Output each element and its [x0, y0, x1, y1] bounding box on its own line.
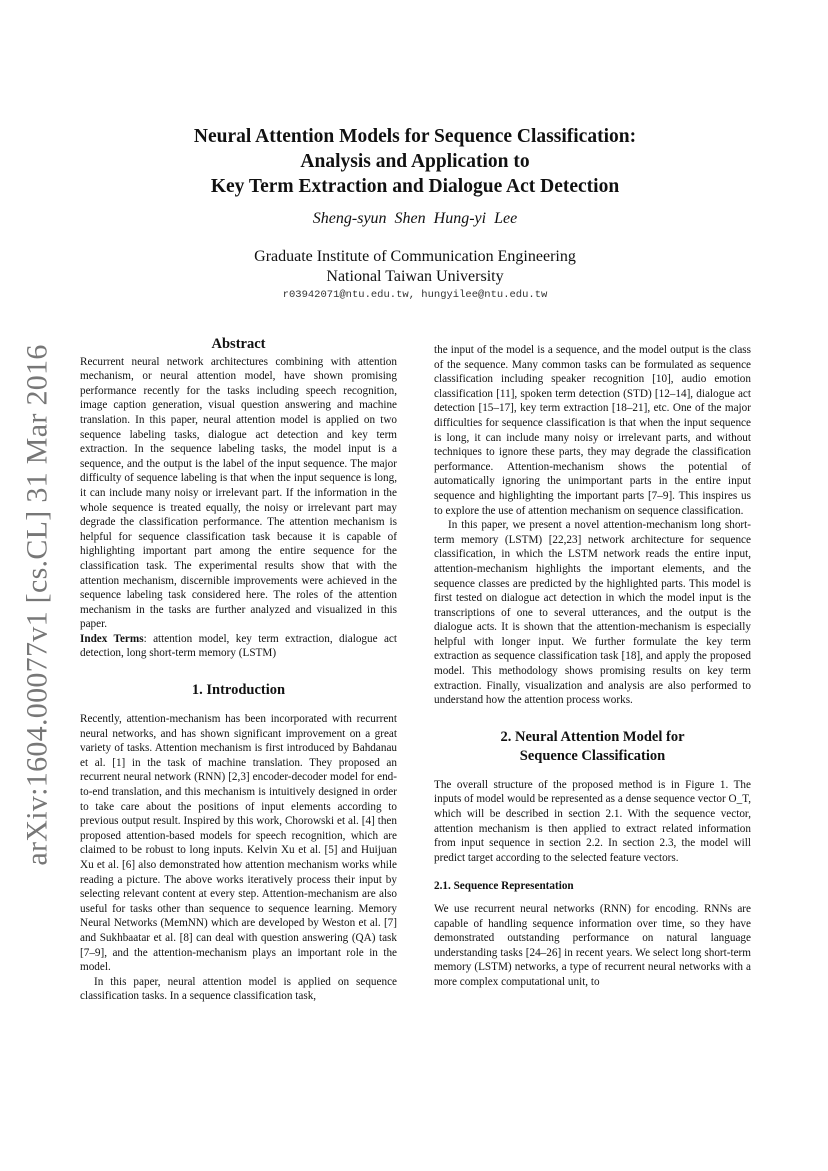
author-emails: r03942071@ntu.edu.tw, hungyilee@ntu.edu.tw	[282, 289, 548, 301]
section-2-heading	[434, 728, 751, 766]
title-line-3: Key Term Extraction and Dialogue Act Detection	[210, 176, 620, 197]
section-2-heading-line-1: 2. Neural Attention Model for	[500, 728, 685, 745]
subsection-2-1-heading: 2.1. Sequence Representation	[434, 880, 574, 893]
index-terms-label: Index Terms	[80, 632, 144, 645]
arxiv-stamp-text: arXiv:1604.00077v1 [cs.CL] 31 Mar 2016	[21, 344, 55, 866]
intro-paragraph-4: In this paper, we present a novel attention-mechanism long short-term memory (LSTM) [22,23] network architecture for sequence classification, in which the LSTM network reads the entire input, attention-mechanism highlights the important elements, and the sequence classes are predicted by the highlighted parts. This model is first tested on dialogue act detection in which the model input is the transcriptions of one to several utterances, and the output is the dialogue acts. It is shown that the attention-mechanism is especially helpful with longer input. We further formulate the key term extraction as sequence classification task [18], and apply the proposed model. This methodology shows promising results on key term extraction. Finally, visualization and analysis are also performed to understand how the attention process works.	[434, 519, 751, 707]
section-2-1-paragraph: We use recurrent neural networks (RNN) for encoding. RNNs are capable of handling sequence information over time, so they have demonstrated outstanding performance on natural language understanding tasks [24–26] in recent years. We select long short-term memory (LSTM) networks, a type of recurrent neural networks with a more complex computational unit, to	[434, 903, 751, 988]
abstract-heading: Abstract	[211, 336, 266, 352]
authors: Sheng-syun Shen Hung-yi Lee	[312, 210, 518, 227]
index-terms-text: : attention model, key term extraction, dialogue act detection, long short-term memory (LSTM)	[80, 632, 397, 660]
affiliation	[100, 247, 730, 287]
title-line-2: Analysis and Application to	[300, 151, 530, 172]
arxiv-stamp	[10, 344, 66, 866]
right-column	[434, 343, 751, 990]
section-2-heading-line-2: Sequence Classification	[519, 747, 666, 764]
section-2-paragraph-1: The overall structure of the proposed method is in Figure 1. The inputs of model would be represented as a dense sequence vector O_T, which will be described in section 2.1. With the sequence vector, attention mechanism is then applied to extract related information from input sequence in section 2.2. In section 2.3, the model will predict target according to the selected feature vectors.	[434, 778, 751, 864]
intro-paragraph-2: In this paper, neural attention model is applied on sequence classification tasks. In a sequence classification task,	[80, 975, 397, 1003]
intro-paragraph-1: Recently, attention-mechanism has been incorporated with recurrent neural networks, and has shown significant improvement on a great variety of tasks. Attention mechanism is first introduced by Bahdanau et al. [1] in the task of machine translation. They proposed an recurrent neural network (RNN) [2,3] encoder-decoder model for end-to-end translation, and this mechanism is intuitively designed in order to take care about the positions of input elements according to previous output result. Inspired by this work, Chorowski et al. [4] then proposed attention-based models for speech recognition, which are claimed to be robust to long inputs. Kelvin Xu et al. [5] and Huijuan Xu et al. [6] also demonstrated how attention mechanism works while reading a picture. The above works iteratively process their input by selecting relevant content at every step. Attention-mechanism are also useful for tasks other than sequence to sequence learning. Memory Neural Networks (MemNN) which are developed by Weston et al. [7] and Sukhbaatar et al. [8] can deal with question answering (QA) task [7–9], and the attention-mechanism plays an important role in the model.	[80, 713, 397, 974]
paper-title	[100, 124, 730, 199]
affiliation-line-1: Graduate Institute of Communication Engineering	[254, 248, 576, 265]
introduction-heading: 1. Introduction	[191, 682, 286, 699]
intro-paragraph-3: the input of the model is a sequence, and the model output is the class of the sequence. Many common tasks can be formulated as sequence classification including speaker recognition [10], audio emotion classification [11], spoken term detection (STD) [12–14], dialogue act detection [15–17], key term extraction [18–21], etc. One of the major difficulties for sequence classification is that when the input sequence is long, it can include many noisy or irrelevant parts, and without techniques to ignore these parts, they may degrade the classification performance. Attention-mechanism shows the potential of automatically ignoring the unimportant parts in the entire input sequence and highlighting the important parts [7–9]. This inspires us to explore the use of attention mechanism on sequence classification.	[434, 344, 751, 517]
title-line-1: Neural Attention Models for Sequence Classification:	[193, 126, 637, 147]
index-terms	[80, 632, 397, 661]
abstract-text: Recurrent neural network architectures combining with attention mechanism, or neural attention model, have shown promising performance recently for the tasks including speech recognition, image caption generation, visual question answering and machine translation. In this paper, neural attention model is applied on two sequence labeling tasks, dialogue act detection and key term extraction. In the sequence labeling tasks, the model input is a sequence, and the output is the label of the input sequence. The major difficulty of sequence labeling is that when the input sequence is long, it can include many noisy or irrelevant part. If the information in the whole sequence is treated equally, the noisy or irrelevant part may degrade the classification performance. The attention mechanism is helpful for sequence classification task because it is capable of highlighting important part among the entire sequence for the classification task. The experimental results show that with the attention mechanism, discernible improvements were achieved in the sequence labeling task considered here. The roles of the attention mechanism in the tasks are further analyzed and visualized in this paper.	[80, 355, 397, 631]
affiliation-line-2: National Taiwan University	[326, 268, 504, 285]
left-column	[80, 337, 397, 1004]
